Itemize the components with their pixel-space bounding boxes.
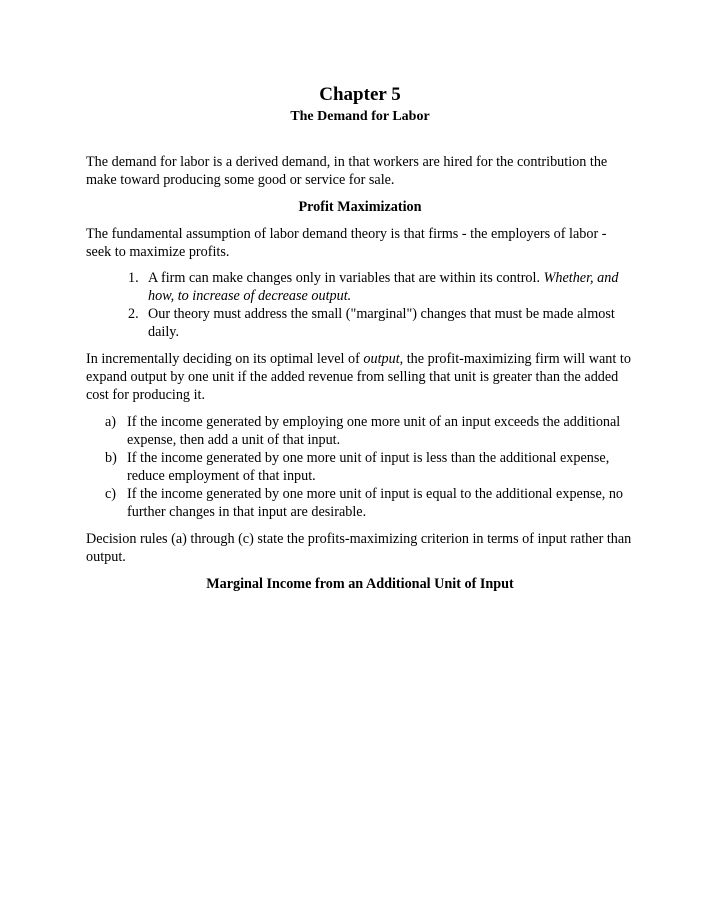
list-item (86, 413, 634, 449)
list-item-marker: b) (105, 450, 117, 466)
output-decision-paragraph (86, 350, 634, 404)
list-item-marker: a) (105, 414, 117, 430)
list-item-italic-text: Whether, and how, to increase of decrease output. (148, 270, 619, 304)
paragraph-italic-output: output (363, 351, 400, 367)
chapter-title: Chapter 5 (319, 84, 401, 105)
list-item-marker: c) (105, 486, 117, 502)
list-item (86, 485, 634, 521)
list-item (86, 269, 634, 305)
chapter-subtitle: The Demand for Labor (290, 109, 430, 124)
list-item (86, 305, 634, 341)
assumption-paragraph: The fundamental assumption of labor demand theory is that firms - the employers of labor - seek to maximize profits. (86, 226, 607, 260)
section-heading-marginal-income: Marginal Income from an Additional Unit of Input (206, 576, 514, 592)
numbered-list (86, 269, 634, 341)
list-item-marker: 1. (128, 270, 139, 286)
document-page (86, 80, 634, 593)
list-item-text: If the income generated by one more unit of input is equal to the additional expense, no further changes in that input are desirable. (127, 486, 624, 520)
intro-paragraph: The demand for labor is a derived demand, in that workers are hired for the contribution the make toward producing some good or service for sale. (86, 154, 608, 188)
section-heading-profit-maximization: Profit Maximization (298, 199, 422, 215)
decision-rules-summary-paragraph: Decision rules (a) through (c) state the profits-maximizing criterion in terms of input rather than output. (86, 531, 632, 565)
list-item (86, 449, 634, 485)
list-item-text: If the income generated by one more unit of input is less than the additional expense, reduce employment of that input. (127, 450, 610, 484)
list-item-text: Our theory must address the small ("marginal") changes that must be made almost daily. (148, 306, 615, 340)
list-item-text: A firm can make changes only in variables that are within its control. (148, 270, 541, 286)
paragraph-text-after: , the profit-maximizing firm will want to expand output by one unit if the added revenue from selling that unit is greater than the added cost for producing it. (86, 351, 631, 403)
list-item-marker: 2. (128, 306, 139, 322)
paragraph-text-before: In incrementally deciding on its optimal level of (86, 351, 360, 367)
decision-rules-list (86, 413, 634, 521)
list-item-text: If the income generated by employing one more unit of an input exceeds the additional expense, then add a unit of that input. (127, 414, 621, 448)
